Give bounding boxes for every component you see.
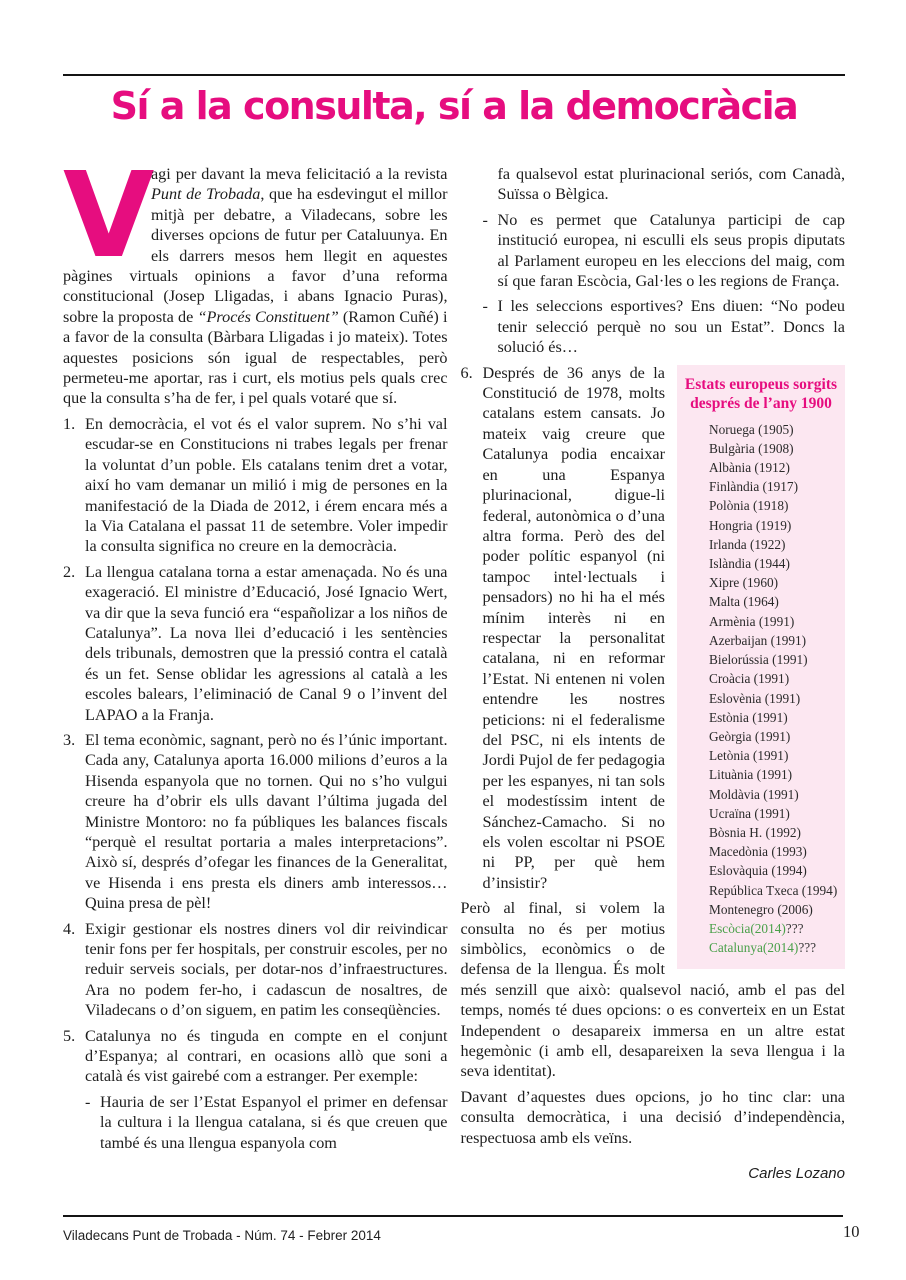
country-item: Malta (1964) [709, 594, 779, 610]
top-rule [63, 74, 845, 76]
intro-text-1: agi per davant la meva felicitació a la revista [151, 165, 448, 183]
numbered-item-5 [63, 1026, 448, 1087]
bullet-dash: - [85, 1092, 91, 1111]
bullet-text: No es permet que Catalunya participi de cap institució europea, ni esculli els seus propis diputats al Parlament europeu en les eleccions del maig, com sí que faran Escòcia, Gal·les o les regions de França. [497, 210, 845, 291]
page-title: Sí a la consulta, sí a la democràcia [110, 84, 798, 128]
closing-paragraph-2: Davant d’aquestes dues opcions, jo ho tinc clar: una consulta democràtica, i una decisió d’independència, respectuosa amb els veïns. [460, 1087, 845, 1147]
footer-publication-info: Viladecans Punt de Trobada - Núm. 74 - Febrer 2014 [63, 1228, 381, 1243]
sidebar-title: Estats europeus sorgits després de l’any 1900 [684, 375, 838, 412]
item-text: Catalunya no és tinguda en compte en el conjunt d’Espanya; al contrari, en ocasions allò que soni a català és vist gairebé com a estranger. Per exemple: [85, 1026, 448, 1086]
page-number: 10 [843, 1222, 860, 1241]
intro-italic-proces: “Procés Constituent” [197, 307, 339, 326]
country-item: Ucraïna (1991) [709, 805, 790, 821]
bullet-dash: - [482, 297, 488, 316]
intro-text-2: , que ha esdevingut el millor mitjà per debatre, a Viladecans, sobre les diverses opcions de futur per Cataluunya. En els darrers mesos hem llegit en aquestes pàgines virtuals opinions a favor d’una reforma constitucional (Josep Lligadas, i abans Ignacio Puras), sobre la proposta de [63, 185, 448, 326]
sidebar-box-estats-europeus [677, 365, 845, 970]
numbered-item-4 [63, 919, 448, 1021]
country-list [683, 420, 839, 919]
country-item: Finlàndia (1917) [709, 479, 799, 495]
numbered-item-3 [63, 730, 448, 914]
country-item-catalunya [683, 938, 839, 957]
country-item: Irlanda (1922) [709, 536, 786, 552]
country-item: Bielorússia (1991) [709, 652, 808, 668]
country-item: Letònia (1991) [709, 748, 789, 764]
catalunya-highlight: Catalunya(2014) [709, 940, 799, 956]
left-column [63, 146, 448, 1185]
article-columns [63, 146, 845, 1185]
item-number: 4. [63, 919, 76, 938]
numbered-item-1 [63, 414, 448, 557]
intro-italic-revista: Punt de Trobada [151, 185, 261, 204]
item-number: 6. [460, 363, 473, 382]
footer-rule [63, 1215, 843, 1217]
country-item: Croàcia (1991) [709, 671, 790, 687]
item-text: El tema econòmic, sagnant, però no és l’únic important. Cada any, Catalunya aporta 16.000 milions d’euros a la Hisenda espanyola que no tornen. Qui no s’ho vulgui creure ha d’obrir els ulls davant l’última jugada del Ministre Montoro: no fa públiques les balances fiscals “perquè el resultat portaria a males interpretacions”. Això sí, després d’ofegar les finances de la Generalitat, ve Hisenda i ens presta els diners amb interessos… Quina presa de pèl! [85, 730, 448, 913]
country-item: Moldàvia (1991) [709, 786, 799, 802]
country-item: Noruega (1905) [709, 421, 794, 437]
closing-paragraph-1: Però al final, si volem la consulta no és per motius simbòlics, econòmics o de defensa de la llengua. És molt més senzill que això: qualsevol nació, amb el pas del temps, només té dues opcions: o es converteix en un Estat Independent o desapareix immersa en un altre estat hegemònic (i amb ell, desapareixen la seva llengua i la seva identitat). [460, 899, 845, 1081]
right-bullet-1 [461, 210, 846, 292]
author-signature: Carles Lozano [748, 1165, 845, 1183]
country-item-escocia [683, 919, 839, 938]
right-column [461, 164, 846, 1185]
country-item: Bulgària (1908) [709, 440, 794, 456]
intro-text-3: (Ramon Cuñé) i a favor de la consulta (Bàrbara Lligadas i jo mateix). Totes aquestes posicions són igual de respectables, però permeteu-me aportar, ras i curt, els motius pels quals crec que la consulta s’ha de fer, i pel quals votaré que sí. [63, 307, 448, 408]
country-item: Xipre (1960) [709, 575, 779, 591]
item-text: La llengua catalana torna a estar amenaçada. No és una exageració. El ministre d’Educació, José Ignacio Wert, va dir que la seva funció era “españolizar a los niños de Catalunya”. La nova llei d’educació i les sentències dels tribunals, demostren que la pressió contra el català és un fet. Sense oblidar les agressions al català a les escoles balears, l’eliminació de Canal 9 o l’invent del LAPAO a la Franja. [85, 562, 448, 724]
bullet-dash: - [482, 210, 488, 229]
country-item: Eslovàquia (1994) [709, 863, 807, 879]
intro-paragraph [63, 146, 448, 409]
country-item: Bòsnia H. (1992) [709, 824, 801, 840]
catalunya-question-marks: ??? [798, 940, 817, 956]
country-item: Hongria (1919) [709, 517, 792, 533]
country-item: Montenegro (2006) [709, 901, 813, 917]
bullet-text: I les seleccions esportives? Ens diuen: “No podeu tenir selecció perquè no sou un Estat”. Doncs la solució és… [497, 297, 845, 357]
bullet-text: Hauria de ser l’Estat Espanyol el primer en defensar la cultura i la llengua catalana, si és que creuen que també és una llengua espanyola com [100, 1092, 448, 1152]
right-bullet-2 [461, 296, 846, 357]
escocia-question-marks: ??? [785, 920, 804, 936]
country-item: Macedònia (1993) [709, 844, 807, 860]
item-number: 3. [63, 730, 76, 749]
item-text: Exigir gestionar els nostres diners vol dir reivindicar tenir fons per fer hospitals, per construir escoles, per no reduir serveis socials, per dotar-nos d’infraestructures. Ara no podem fer-ho, i cadascun de nosaltres, de Viladecans o d’on siguem, en patim les conseqüències. [85, 919, 448, 1020]
escocia-highlight: Escòcia(2014) [709, 920, 786, 936]
country-item: República Txeca (1994) [709, 882, 838, 898]
country-item: Lituània (1991) [709, 767, 793, 783]
country-item: Geòrgia (1991) [709, 728, 791, 744]
country-item: Armènia (1991) [709, 613, 795, 629]
item-number: 1. [63, 414, 76, 433]
country-item: Azerbaijan (1991) [709, 632, 807, 648]
numbered-item-2 [63, 562, 448, 725]
country-item: Islàndia (1944) [709, 556, 790, 572]
item-number: 5. [63, 1026, 76, 1045]
country-item: Albània (1912) [709, 460, 790, 476]
drop-cap: V [63, 146, 155, 284]
item5-sub-bullet [63, 1092, 448, 1153]
country-item: Estònia (1991) [709, 709, 788, 725]
continuation-paragraph: fa qualsevol estat plurinacional seriós, com Canadà, Suïssa o Bèlgica. [497, 165, 845, 204]
item-text: Després de 36 anys de la Constitució de 1978, molts catalans estem cansats. Jo mateix vaig creure que Catalunya podia encaixar en una Espanya plurinacional, digue-li federal, autonòmica o d’una altra forma. Però des del poder polític espanyol (ni tampoc intel·lectuals i pensadors) no hi ha el més mínim interès ni en respectar la personalitat catalana, ni en reformar l’Estat. Ni entenen ni volen entendre les nostres peticions: ni el federalisme del PSC, ni els intents de Jordi Pujol de fer pedagogia per les espanyes, ni tan sols el modestíssim intent de Sánchez-Camacho. Si no els volen escoltar ni PSOE ni PP, per què hem d’insistir? [482, 363, 666, 892]
item-text: En democràcia, el vot és el valor suprem. No s’hi val escudar-se en Constitucions ni trabes legals per frenar la voluntat d’un poble. Els catalans tenim dret a votar, així ho vam demanar un milió i mig de persones en la manifestació de la Diada de 2012, i érem encara més a la Via Catalana el passat 11 de setembre. Voler impedir la consulta significa no creure en la democràcia. [85, 414, 448, 556]
item-number: 2. [63, 562, 76, 581]
country-item: Eslovènia (1991) [709, 690, 801, 706]
country-item: Polònia (1918) [709, 498, 789, 514]
